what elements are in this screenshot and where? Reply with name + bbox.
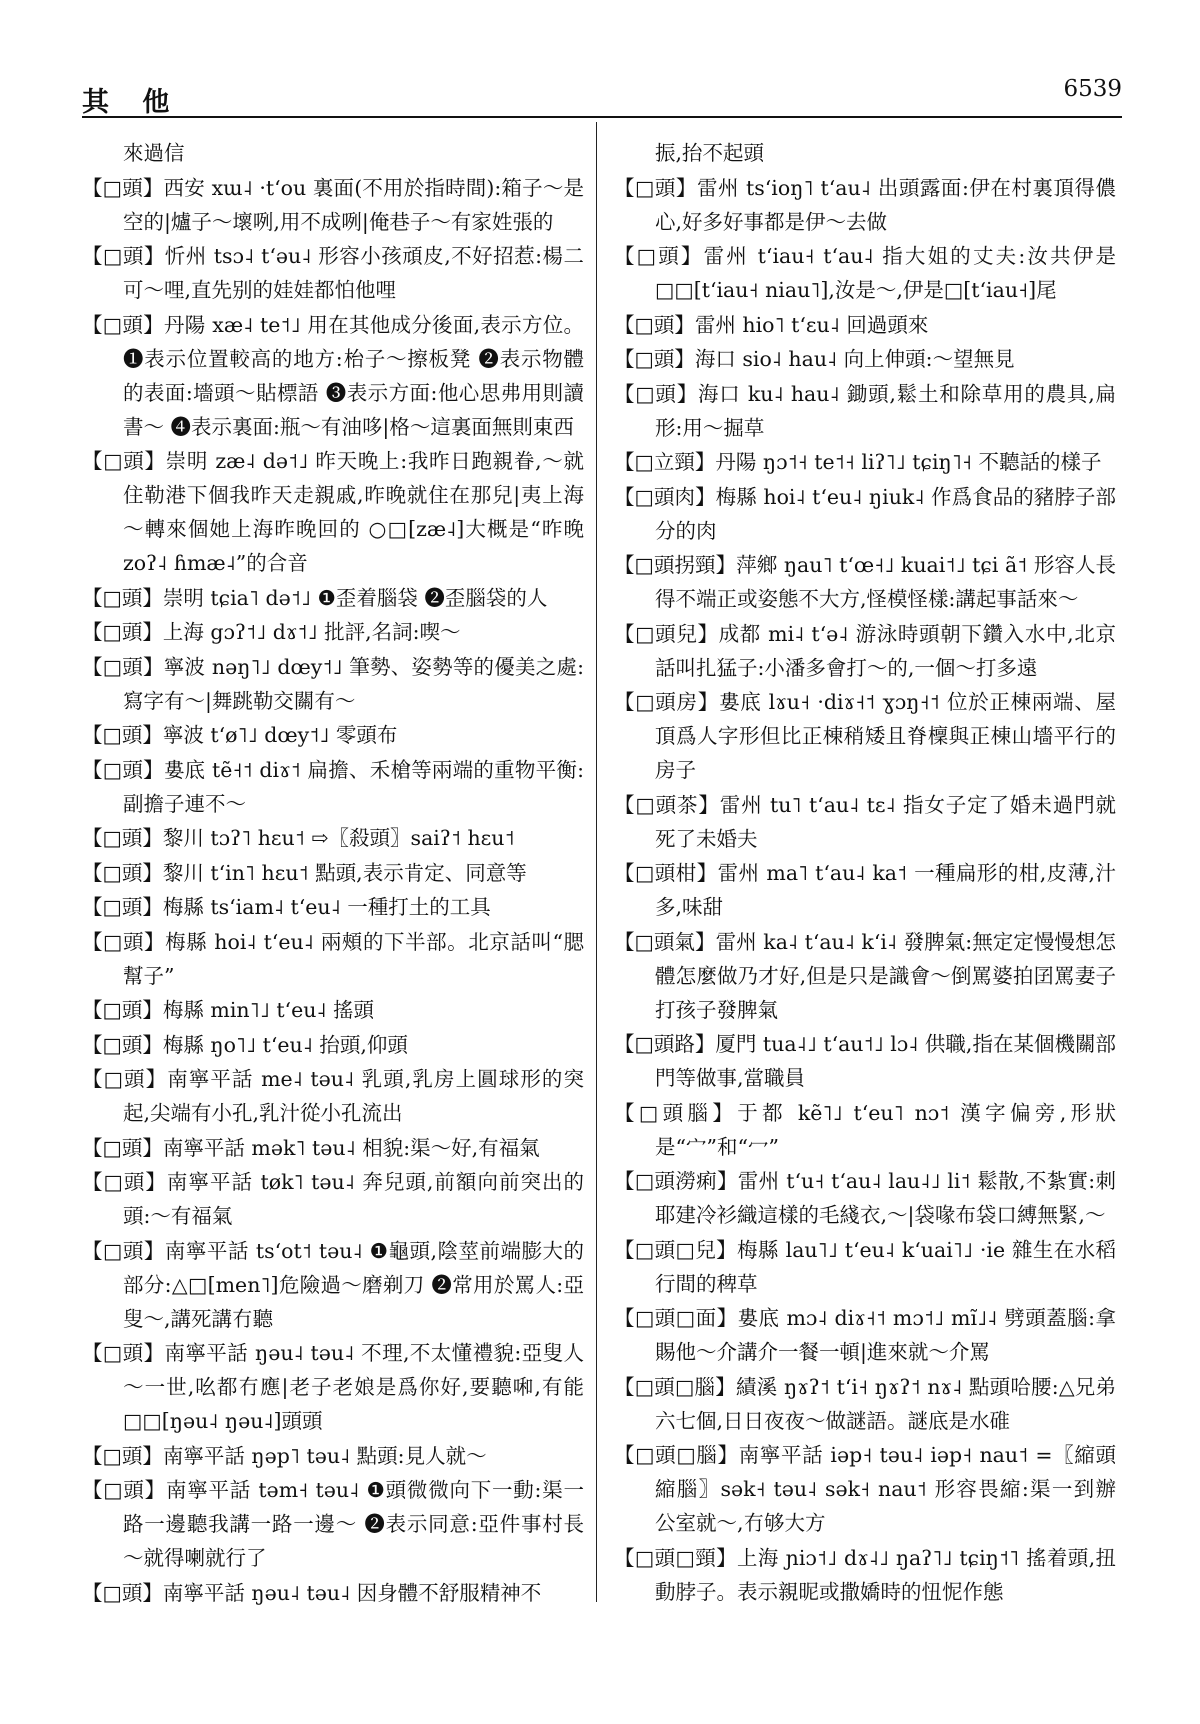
dictionary-entry: 【□頭】南寧平話 ŋəu˨ təu˨ 不理,不太懂禮貌:亞叟人～一世,吆都冇應|老子老娘是爲你好,要聽啝,有能□□[ŋəu˨ ŋəu˨]頭頭 (82, 1341, 584, 1433)
dictionary-entry: 【□頭腦】于都 kẽ˥˩ tʻeu˥ nɔ˦ 漢字偏旁,形狀是“宀”和“冖” (614, 1100, 1116, 1159)
dictionary-entry: 【□頭】婁底 tẽ˧˦ diɤ˦ 扁擔、禾槍等兩端的重物平衡:副擔子連不～ (82, 757, 584, 816)
page-header (82, 70, 1122, 120)
dictionary-entry: 【□頭】崇明 zæ˨ də˦˩ 昨天晚上:我昨日跑親眷,～就住勒港下個我昨天走親戚,昨晚就住在那兒|夷上海～轉來個她上海昨晚回的 ○□[zæ˨]大概是“昨晚 zoʔ˨ ɦmæ˨”的合音 (82, 449, 584, 575)
left-column (82, 136, 584, 1696)
dictionary-entry: 【□頭】梅縣 ŋo˥˩ tʻeu˨ 抬頭,仰頭 (82, 1032, 408, 1057)
dictionary-entry: 【□頭氣】雷州 ka˨ tʻau˨ kʻi˨ 發脾氣:無定定慢慢想怎體怎麼做乃才好,但是只是識會～倒罵婆拍囝罵妻子打孩子發脾氣 (614, 929, 1116, 1022)
dictionary-entry: 【□立頸】丹陽 ŋɔ˦˧ te˦˧ liʔ˥˩ tɕiŋ˥˧ 不聽話的樣子 (614, 450, 1102, 474)
dictionary-entry: 【□頭】雷州 tsʻioŋ˥ tʻau˨ 出頭露面:伊在村裏頂得儂心,好多好事都是伊～去做 (614, 175, 1116, 234)
dictionary-entry: 【□頭】南寧平話 ŋəu˨ təu˨ 因身體不舒服精神不 (82, 1580, 542, 1605)
dictionary-entry: 【□頭】雷州 tʻiau˧ tʻau˨ 指大姐的丈夫:汝共伊是□□[tʻiau˧ niau˥],汝是～,伊是□[tʻiau˧]尾 (614, 244, 1116, 302)
dictionary-entry: 【□頭】南寧平話 mək˥ təu˨ 相貌:渠～好,有福氣 (82, 1135, 540, 1160)
page-number: 6539 (1063, 76, 1122, 102)
dictionary-entry: 【□頭茶】雷州 tu˥ tʻau˨ tɛ˨ 指女子定了婚未過門就死了未婚夫 (614, 792, 1116, 851)
dictionary-entry: 【□頭】上海 gɔʔ˦˩ dɤ˦˩ 批評,名詞:喫～ (82, 620, 461, 644)
dictionary-entry: 【□頭】崇明 tɕia˥ də˦˩ ❶歪着腦袋 ❷歪腦袋的人 (82, 585, 548, 610)
dictionary-entry: 【□頭】西安 xɯ˨ ·tʻou 裏面(不用於指時間):箱子～是空的|爐子～壞咧,用不成咧|俺巷子～有家姓張的 (82, 175, 584, 234)
dictionary-entry: 【□頭□腦】績溪 ŋɤʔ˦ tʻi˧ ŋɤʔ˦ nɤ˨ 點頭哈腰:△兄弟六七個,日日夜夜～做謎語。謎底是水碓 (614, 1374, 1116, 1433)
column-divider (596, 122, 597, 1602)
dictionary-entry: 【□頭】梅縣 min˥˩ tʻeu˨ 搖頭 (82, 998, 375, 1022)
dictionary-entry: 振,抬不起頭 (655, 141, 765, 165)
dictionary-entry: 【□頭澇痢】雷州 tʻu˧ tʻau˨ lau˨˩ li˦ 鬆散,不紮實:刺耶建冷衫織這樣的毛綫衣,～|袋喙布袋口縛無緊,～ (614, 1169, 1116, 1227)
dictionary-entry: 【□頭□面】婁底 mɔ˨ diɤ˧˦ mɔ˦˩ mĩ˩˨ 劈頭蓋腦:拿賜他～介講介一餐一頓|進來就～介罵 (614, 1306, 1116, 1364)
dictionary-entry: 【□頭】黎川 tʻin˥ hɛu˦ 點頭,表示肯定、同意等 (82, 860, 527, 885)
dictionary-entry: 【□頭】丹陽 xæ˨ te˦˩ 用在其他成分後面,表示方位。❶表示位置較高的地方:枱子～擦板凳 ❷表示物體的表面:墻頭～貼標語 ❸表示方面:他心思弗用則讀書～ ❹表示裏面:瓶～有油哆|格～這裏面無則東西 (82, 312, 584, 439)
dictionary-entry: 【□頭兒】成都 mi˨ tʻə˨ 游泳時頭朝下鑽入水中,北京話叫扎猛子:小潘多會打～的,一個～打多遠 (614, 621, 1116, 680)
dictionary-entry: 【□頭路】厦門 tua˨˩ tʻau˦˩ lɔ˨ 供職,指在某個機關部門等做事,當職員 (614, 1032, 1116, 1090)
dictionary-entry: 【□頭】南寧平話 me˨ təu˨ 乳頭,乳房上圓球形的突起,尖端有小孔,乳汁從小孔流出 (82, 1067, 584, 1125)
dictionary-entry: 【□頭□頸】上海 ɲiɔ˦˩ dɤ˨˩ ŋaʔ˥˩ tɕiŋ˦˥ 搖着頭,扭動脖子。表示親昵或撒嬌時的忸怩作態 (614, 1545, 1116, 1604)
dictionary-entry: 來過信 (123, 141, 185, 165)
header-rule (82, 116, 1122, 118)
dictionary-entry: 【□頭□兒】梅縣 lau˥˩ tʻeu˨ kʻuai˥˩ ·ie 雜生在水稻行間的稗草 (614, 1237, 1116, 1296)
dictionary-entry: 【□頭】忻州 tsɔ˨ tʻəu˨ 形容小孩頑皮,不好招惹:楊二可～哩,直先别的娃娃都怕他哩 (82, 244, 584, 302)
dictionary-entry: 【□頭】海口 sio˨ hau˨ 向上伸頭:～望無見 (614, 347, 1015, 371)
dictionary-entry: 【□頭柑】雷州 ma˥ tʻau˨ ka˦ 一種扁形的柑,皮薄,汁多,味甜 (614, 861, 1116, 919)
dictionary-entry: 【□頭】梅縣 tsʻiam˨ tʻeu˨ 一種打土的工具 (82, 895, 491, 919)
right-column (614, 136, 1116, 1696)
dictionary-entry: 【□頭】黎川 tɔʔ˥ hɛu˦ ⇨〖殺頭〗saiʔ˦ hɛu˦ (82, 826, 515, 850)
dictionary-entry: 【□頭】梅縣 hoi˨ tʻeu˨ 兩頰的下半部。北京話叫“腮幫子” (82, 929, 584, 988)
dictionary-entry: 【□頭】南寧平話 tøk˥ təu˨ 奔兒頭,前額向前突出的頭:～有福氣 (82, 1170, 584, 1228)
dictionary-entry: 【□頭】南寧平話 tsʻot˦ təu˨ ❶龜頭,陰莖前端膨大的部分:△□[men˥]危險過～磨剃刀 ❷常用於罵人:亞叟～,講死講冇聽 (82, 1238, 584, 1331)
dictionary-entry: 【□頭房】婁底 lɤu˧ ·diɤ˧˦ ɣɔŋ˧˦ 位於正棟兩端、屋頂爲人字形但比正棟稍矮且脊檁與正棟山墻平行的房子 (614, 690, 1116, 782)
dictionary-entry: 【□頭肉】梅縣 hoi˨ tʻeu˨ ŋiuk˨ 作爲食品的豬脖子部分的肉 (614, 484, 1116, 543)
dictionary-entry: 【□頭】南寧平話 təm˧ təu˨ ❶頭微微向下一動:渠一路一邊聽我講一路一邊～ ❷表示同意:亞件事村長～就得喇就行了 (82, 1478, 584, 1570)
dictionary-entry: 【□頭】寧波 tʻø˥˩ dœy˦˩ 零頭布 (82, 723, 398, 747)
dictionary-entry: 【□頭】寧波 nəŋ˥˩ dœy˦˩ 筆勢、姿勢等的優美之處:寫字有～|舞跳勒交關有～ (82, 654, 584, 713)
dictionary-entry: 【□頭□腦】南寧平話 iəp˧ təu˨ iəp˧ nau˦ =〖縮頭縮腦〗sək˧ təu˨ sək˧ nau˦ 形容畏縮:渠一到辦公室就～,冇够大方 (614, 1443, 1116, 1535)
dictionary-entry: 【□頭】海口 ku˨ hau˨ 鋤頭,鬆土和除草用的農具,扁形:用～掘草 (614, 381, 1116, 440)
dictionary-entry: 【□頭】南寧平話 ŋəp˥ təu˨ 點頭:見人就～ (82, 1443, 487, 1468)
dictionary-entry: 【□頭拐頸】萍鄉 ŋau˥ tʻœ˧˩ kuai˦˩ tɕi ã˦ 形容人長得不端正或姿態不大方,怪模怪樣:講起事話來～ (614, 553, 1116, 611)
section-title: 其 他 (82, 87, 182, 118)
dictionary-entry: 【□頭】雷州 hio˥ tʻɛu˨ 回過頭來 (614, 312, 929, 337)
